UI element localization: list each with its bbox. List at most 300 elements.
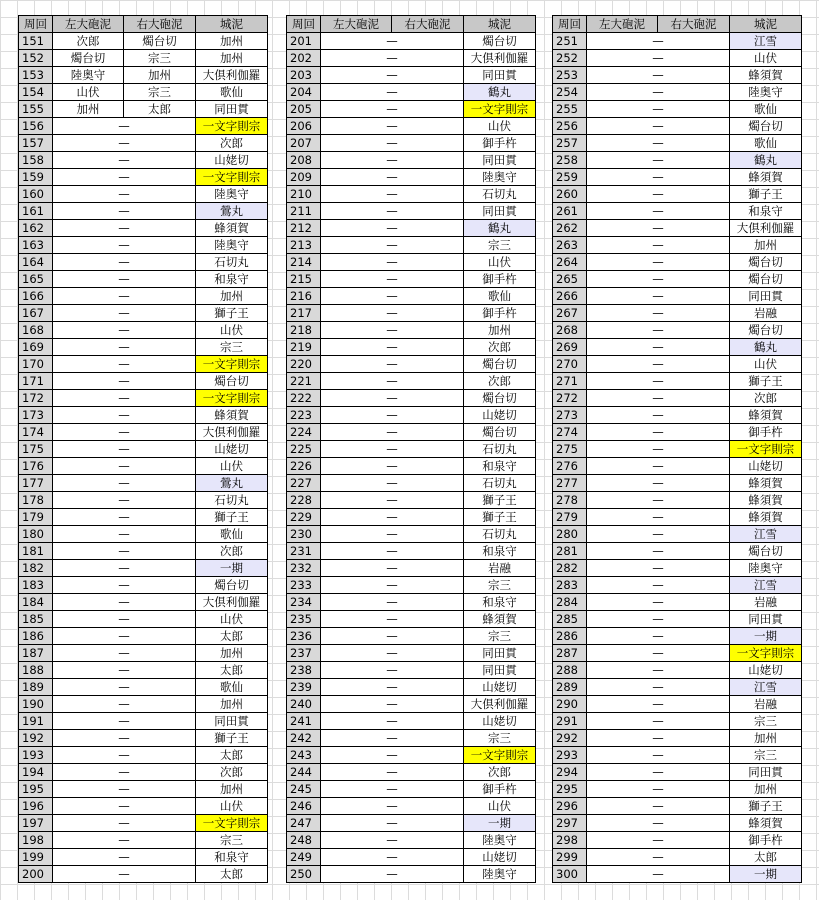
castle-drop-cell[interactable]: 燭台切 <box>464 33 536 50</box>
castle-drop-cell[interactable]: 大倶利伽羅 <box>464 696 536 713</box>
header-round[interactable]: 周回 <box>19 16 53 33</box>
cannon-empty-cell[interactable]: — <box>53 611 196 628</box>
castle-drop-cell[interactable]: 一文字則宗 <box>730 645 802 662</box>
castle-drop-cell[interactable]: 一文字則宗 <box>464 747 536 764</box>
castle-drop-cell[interactable]: 御手杵 <box>730 424 802 441</box>
castle-drop-cell[interactable]: 江雪 <box>730 33 802 50</box>
castle-drop-cell[interactable]: 宗三 <box>730 747 802 764</box>
cannon-empty-cell[interactable]: — <box>53 254 196 271</box>
cannon-empty-cell[interactable]: — <box>587 288 730 305</box>
cannon-empty-cell[interactable]: — <box>53 441 196 458</box>
castle-drop-cell[interactable]: 蜂須賀 <box>196 407 268 424</box>
round-number-cell[interactable]: 214 <box>287 254 321 271</box>
castle-drop-cell[interactable]: 宗三 <box>464 730 536 747</box>
header-round[interactable]: 周回 <box>287 16 321 33</box>
cannon-empty-cell[interactable]: — <box>53 203 196 220</box>
cannon-empty-cell[interactable]: — <box>587 611 730 628</box>
round-number-cell[interactable]: 291 <box>553 713 587 730</box>
castle-drop-cell[interactable]: 蜂須賀 <box>730 509 802 526</box>
castle-drop-cell[interactable]: 歌仙 <box>196 679 268 696</box>
cannon-empty-cell[interactable]: — <box>53 594 196 611</box>
cannon-empty-cell[interactable]: — <box>321 560 464 577</box>
castle-drop-cell[interactable]: 燭台切 <box>464 356 536 373</box>
cannon-empty-cell[interactable]: — <box>321 186 464 203</box>
round-number-cell[interactable]: 223 <box>287 407 321 424</box>
round-number-cell[interactable]: 201 <box>287 33 321 50</box>
cannon-empty-cell[interactable]: — <box>321 339 464 356</box>
round-number-cell[interactable]: 206 <box>287 118 321 135</box>
cannon-empty-cell[interactable]: — <box>53 271 196 288</box>
round-number-cell[interactable]: 264 <box>553 254 587 271</box>
castle-drop-cell[interactable]: 燭台切 <box>464 390 536 407</box>
castle-drop-cell[interactable]: 鶴丸 <box>730 152 802 169</box>
round-number-cell[interactable]: 259 <box>553 169 587 186</box>
round-number-cell[interactable]: 202 <box>287 50 321 67</box>
castle-drop-cell[interactable]: 同田貫 <box>730 611 802 628</box>
castle-drop-cell[interactable]: 和泉守 <box>730 203 802 220</box>
round-number-cell[interactable]: 253 <box>553 67 587 84</box>
cannon-empty-cell[interactable]: — <box>321 322 464 339</box>
left-cannon-cell[interactable]: 陸奥守 <box>53 67 124 84</box>
castle-drop-cell[interactable]: 燭台切 <box>730 322 802 339</box>
castle-drop-cell[interactable]: 燭台切 <box>196 373 268 390</box>
cannon-empty-cell[interactable]: — <box>53 577 196 594</box>
round-number-cell[interactable]: 290 <box>553 696 587 713</box>
round-number-cell[interactable]: 212 <box>287 220 321 237</box>
cannon-empty-cell[interactable]: — <box>53 713 196 730</box>
cannon-empty-cell[interactable]: — <box>53 798 196 815</box>
castle-drop-cell[interactable]: 和泉守 <box>196 271 268 288</box>
round-number-cell[interactable]: 182 <box>19 560 53 577</box>
castle-drop-cell[interactable]: 大倶利伽羅 <box>730 220 802 237</box>
cannon-empty-cell[interactable]: — <box>587 271 730 288</box>
cannon-empty-cell[interactable]: — <box>321 543 464 560</box>
round-number-cell[interactable]: 269 <box>553 339 587 356</box>
cannon-empty-cell[interactable]: — <box>53 169 196 186</box>
cannon-empty-cell[interactable]: — <box>53 424 196 441</box>
castle-drop-cell[interactable]: 同田貫 <box>196 713 268 730</box>
cannon-empty-cell[interactable]: — <box>53 679 196 696</box>
round-number-cell[interactable]: 280 <box>553 526 587 543</box>
castle-drop-cell[interactable]: 宗三 <box>464 628 536 645</box>
castle-drop-cell[interactable]: 獅子王 <box>464 492 536 509</box>
cannon-empty-cell[interactable]: — <box>321 696 464 713</box>
cannon-empty-cell[interactable]: — <box>53 560 196 577</box>
cannon-empty-cell[interactable]: — <box>321 628 464 645</box>
round-number-cell[interactable]: 193 <box>19 747 53 764</box>
cannon-empty-cell[interactable]: — <box>587 33 730 50</box>
right-cannon-cell[interactable]: 加州 <box>124 67 196 84</box>
round-number-cell[interactable]: 245 <box>287 781 321 798</box>
castle-drop-cell[interactable]: 一文字則宗 <box>464 101 536 118</box>
round-number-cell[interactable]: 160 <box>19 186 53 203</box>
round-number-cell[interactable]: 204 <box>287 84 321 101</box>
cannon-empty-cell[interactable]: — <box>53 730 196 747</box>
cannon-empty-cell[interactable]: — <box>587 169 730 186</box>
cannon-empty-cell[interactable]: — <box>321 458 464 475</box>
castle-drop-cell[interactable]: 御手杵 <box>464 271 536 288</box>
castle-drop-cell[interactable]: 加州 <box>730 781 802 798</box>
round-number-cell[interactable]: 154 <box>19 84 53 101</box>
castle-drop-cell[interactable]: 陸奥守 <box>464 169 536 186</box>
round-number-cell[interactable]: 265 <box>553 271 587 288</box>
cannon-empty-cell[interactable]: — <box>587 509 730 526</box>
round-number-cell[interactable]: 286 <box>553 628 587 645</box>
castle-drop-cell[interactable]: 燭台切 <box>730 543 802 560</box>
round-number-cell[interactable]: 155 <box>19 101 53 118</box>
cannon-empty-cell[interactable]: — <box>53 764 196 781</box>
cannon-empty-cell[interactable]: — <box>587 339 730 356</box>
castle-drop-cell[interactable]: 獅子王 <box>730 373 802 390</box>
cannon-empty-cell[interactable]: — <box>53 322 196 339</box>
castle-drop-cell[interactable]: 宗三 <box>464 577 536 594</box>
cannon-empty-cell[interactable]: — <box>53 373 196 390</box>
castle-drop-cell[interactable]: 和泉守 <box>196 849 268 866</box>
castle-drop-cell[interactable]: 太郎 <box>196 866 268 883</box>
round-number-cell[interactable]: 254 <box>553 84 587 101</box>
cannon-empty-cell[interactable]: — <box>321 271 464 288</box>
round-number-cell[interactable]: 222 <box>287 390 321 407</box>
cannon-empty-cell[interactable]: — <box>321 305 464 322</box>
round-number-cell[interactable]: 220 <box>287 356 321 373</box>
cannon-empty-cell[interactable]: — <box>587 798 730 815</box>
cannon-empty-cell[interactable]: — <box>321 713 464 730</box>
header-left-cannon[interactable]: 左大砲泥 <box>53 16 124 33</box>
cannon-empty-cell[interactable]: — <box>321 84 464 101</box>
round-number-cell[interactable]: 175 <box>19 441 53 458</box>
castle-drop-cell[interactable]: 蜂須賀 <box>464 611 536 628</box>
round-number-cell[interactable]: 199 <box>19 849 53 866</box>
castle-drop-cell[interactable]: 山伏 <box>196 611 268 628</box>
cannon-empty-cell[interactable]: — <box>53 237 196 254</box>
cannon-empty-cell[interactable]: — <box>53 220 196 237</box>
castle-drop-cell[interactable]: 一文字則宗 <box>196 356 268 373</box>
cannon-empty-cell[interactable]: — <box>587 67 730 84</box>
round-number-cell[interactable]: 178 <box>19 492 53 509</box>
cannon-empty-cell[interactable]: — <box>321 798 464 815</box>
cannon-empty-cell[interactable]: — <box>587 186 730 203</box>
castle-drop-cell[interactable]: 蜂須賀 <box>196 220 268 237</box>
castle-drop-cell[interactable]: 太郎 <box>196 628 268 645</box>
round-number-cell[interactable]: 217 <box>287 305 321 322</box>
castle-drop-cell[interactable]: 蜂須賀 <box>730 67 802 84</box>
round-number-cell[interactable]: 198 <box>19 832 53 849</box>
cannon-empty-cell[interactable]: — <box>53 526 196 543</box>
cannon-empty-cell[interactable]: — <box>587 594 730 611</box>
cannon-empty-cell[interactable]: — <box>321 101 464 118</box>
round-number-cell[interactable]: 213 <box>287 237 321 254</box>
castle-drop-cell[interactable]: 石切丸 <box>464 441 536 458</box>
cannon-empty-cell[interactable]: — <box>587 815 730 832</box>
cannon-empty-cell[interactable]: — <box>53 696 196 713</box>
round-number-cell[interactable]: 169 <box>19 339 53 356</box>
castle-drop-cell[interactable]: 燭台切 <box>196 577 268 594</box>
cannon-empty-cell[interactable]: — <box>587 475 730 492</box>
round-number-cell[interactable]: 151 <box>19 33 53 50</box>
header-castle[interactable]: 城泥 <box>464 16 536 33</box>
castle-drop-cell[interactable]: 鶯丸 <box>196 203 268 220</box>
castle-drop-cell[interactable]: 大倶利伽羅 <box>196 67 268 84</box>
round-number-cell[interactable]: 185 <box>19 611 53 628</box>
round-number-cell[interactable]: 171 <box>19 373 53 390</box>
cannon-empty-cell[interactable]: — <box>587 628 730 645</box>
round-number-cell[interactable]: 278 <box>553 492 587 509</box>
castle-drop-cell[interactable]: 岩融 <box>464 560 536 577</box>
cannon-empty-cell[interactable]: — <box>321 866 464 883</box>
castle-drop-cell[interactable]: 陸奥守 <box>196 186 268 203</box>
round-number-cell[interactable]: 191 <box>19 713 53 730</box>
castle-drop-cell[interactable]: 獅子王 <box>196 730 268 747</box>
round-number-cell[interactable]: 235 <box>287 611 321 628</box>
castle-drop-cell[interactable]: 歌仙 <box>196 526 268 543</box>
castle-drop-cell[interactable]: 江雪 <box>730 577 802 594</box>
round-number-cell[interactable]: 266 <box>553 288 587 305</box>
castle-drop-cell[interactable]: 山伏 <box>196 458 268 475</box>
round-number-cell[interactable]: 284 <box>553 594 587 611</box>
castle-drop-cell[interactable]: 陸奥守 <box>730 84 802 101</box>
castle-drop-cell[interactable]: 同田貫 <box>464 152 536 169</box>
cannon-empty-cell[interactable]: — <box>321 254 464 271</box>
cannon-empty-cell[interactable]: — <box>321 645 464 662</box>
header-right-cannon[interactable]: 右大砲泥 <box>124 16 196 33</box>
round-number-cell[interactable]: 183 <box>19 577 53 594</box>
castle-drop-cell[interactable]: 山姥切 <box>464 713 536 730</box>
round-number-cell[interactable]: 227 <box>287 475 321 492</box>
castle-drop-cell[interactable]: 加州 <box>196 33 268 50</box>
cannon-empty-cell[interactable]: — <box>53 509 196 526</box>
round-number-cell[interactable]: 181 <box>19 543 53 560</box>
castle-drop-cell[interactable]: 御手杵 <box>464 135 536 152</box>
castle-drop-cell[interactable]: 歌仙 <box>730 135 802 152</box>
cannon-empty-cell[interactable]: — <box>53 339 196 356</box>
left-cannon-cell[interactable]: 山伏 <box>53 84 124 101</box>
round-number-cell[interactable]: 161 <box>19 203 53 220</box>
castle-drop-cell[interactable]: 獅子王 <box>196 305 268 322</box>
castle-drop-cell[interactable]: 岩融 <box>730 305 802 322</box>
castle-drop-cell[interactable]: 陸奥守 <box>464 832 536 849</box>
cannon-empty-cell[interactable]: — <box>587 356 730 373</box>
castle-drop-cell[interactable]: 一文字則宗 <box>196 169 268 186</box>
cannon-empty-cell[interactable]: — <box>321 747 464 764</box>
cannon-empty-cell[interactable]: — <box>587 50 730 67</box>
round-number-cell[interactable]: 179 <box>19 509 53 526</box>
cannon-empty-cell[interactable]: — <box>321 832 464 849</box>
castle-drop-cell[interactable]: 鶴丸 <box>464 84 536 101</box>
header-right-cannon[interactable]: 右大砲泥 <box>658 16 730 33</box>
round-number-cell[interactable]: 246 <box>287 798 321 815</box>
round-number-cell[interactable]: 173 <box>19 407 53 424</box>
castle-drop-cell[interactable]: 山姥切 <box>464 849 536 866</box>
cannon-empty-cell[interactable]: — <box>587 849 730 866</box>
header-castle[interactable]: 城泥 <box>730 16 802 33</box>
cannon-empty-cell[interactable]: — <box>321 288 464 305</box>
round-number-cell[interactable]: 239 <box>287 679 321 696</box>
round-number-cell[interactable]: 236 <box>287 628 321 645</box>
round-number-cell[interactable]: 251 <box>553 33 587 50</box>
castle-drop-cell[interactable]: 同田貫 <box>730 288 802 305</box>
round-number-cell[interactable]: 295 <box>553 781 587 798</box>
castle-drop-cell[interactable]: 山姥切 <box>196 441 268 458</box>
round-number-cell[interactable]: 292 <box>553 730 587 747</box>
castle-drop-cell[interactable]: 同田貫 <box>196 101 268 118</box>
round-number-cell[interactable]: 207 <box>287 135 321 152</box>
round-number-cell[interactable]: 272 <box>553 390 587 407</box>
cannon-empty-cell[interactable]: — <box>53 747 196 764</box>
round-number-cell[interactable]: 233 <box>287 577 321 594</box>
cannon-empty-cell[interactable]: — <box>53 628 196 645</box>
cannon-empty-cell[interactable]: — <box>587 101 730 118</box>
round-number-cell[interactable]: 242 <box>287 730 321 747</box>
round-number-cell[interactable]: 177 <box>19 475 53 492</box>
cannon-empty-cell[interactable]: — <box>53 815 196 832</box>
cannon-empty-cell[interactable]: — <box>587 577 730 594</box>
round-number-cell[interactable]: 184 <box>19 594 53 611</box>
round-number-cell[interactable]: 224 <box>287 424 321 441</box>
castle-drop-cell[interactable]: 江雪 <box>730 526 802 543</box>
round-number-cell[interactable]: 231 <box>287 543 321 560</box>
cannon-empty-cell[interactable]: — <box>587 407 730 424</box>
cannon-empty-cell[interactable]: — <box>587 679 730 696</box>
round-number-cell[interactable]: 241 <box>287 713 321 730</box>
header-right-cannon[interactable]: 右大砲泥 <box>392 16 464 33</box>
round-number-cell[interactable]: 273 <box>553 407 587 424</box>
castle-drop-cell[interactable]: 江雪 <box>730 679 802 696</box>
castle-drop-cell[interactable]: 山姥切 <box>464 407 536 424</box>
castle-drop-cell[interactable]: 太郎 <box>196 747 268 764</box>
cannon-empty-cell[interactable]: — <box>321 220 464 237</box>
round-number-cell[interactable]: 194 <box>19 764 53 781</box>
round-number-cell[interactable]: 252 <box>553 50 587 67</box>
round-number-cell[interactable]: 296 <box>553 798 587 815</box>
cannon-empty-cell[interactable]: — <box>321 356 464 373</box>
castle-drop-cell[interactable]: 蜂須賀 <box>730 815 802 832</box>
castle-drop-cell[interactable]: 加州 <box>464 322 536 339</box>
round-number-cell[interactable]: 228 <box>287 492 321 509</box>
cannon-empty-cell[interactable]: — <box>321 67 464 84</box>
cannon-empty-cell[interactable]: — <box>587 424 730 441</box>
castle-drop-cell[interactable]: 次郎 <box>196 543 268 560</box>
castle-drop-cell[interactable]: 陸奥守 <box>464 866 536 883</box>
round-number-cell[interactable]: 226 <box>287 458 321 475</box>
cannon-empty-cell[interactable]: — <box>587 220 730 237</box>
round-number-cell[interactable]: 203 <box>287 67 321 84</box>
castle-drop-cell[interactable]: 蜂須賀 <box>730 407 802 424</box>
round-number-cell[interactable]: 190 <box>19 696 53 713</box>
round-number-cell[interactable]: 211 <box>287 203 321 220</box>
round-number-cell[interactable]: 162 <box>19 220 53 237</box>
castle-drop-cell[interactable]: 歌仙 <box>730 101 802 118</box>
round-number-cell[interactable]: 172 <box>19 390 53 407</box>
castle-drop-cell[interactable]: 次郎 <box>196 135 268 152</box>
castle-drop-cell[interactable]: 加州 <box>196 288 268 305</box>
round-number-cell[interactable]: 237 <box>287 645 321 662</box>
round-number-cell[interactable]: 158 <box>19 152 53 169</box>
left-cannon-cell[interactable]: 加州 <box>53 101 124 118</box>
castle-drop-cell[interactable]: 和泉守 <box>464 543 536 560</box>
cannon-empty-cell[interactable]: — <box>53 866 196 883</box>
castle-drop-cell[interactable]: 御手杵 <box>730 832 802 849</box>
round-number-cell[interactable]: 232 <box>287 560 321 577</box>
cannon-empty-cell[interactable]: — <box>587 645 730 662</box>
round-number-cell[interactable]: 274 <box>553 424 587 441</box>
round-number-cell[interactable]: 282 <box>553 560 587 577</box>
castle-drop-cell[interactable]: 山伏 <box>464 254 536 271</box>
castle-drop-cell[interactable]: 宗三 <box>464 237 536 254</box>
cannon-empty-cell[interactable]: — <box>587 441 730 458</box>
round-number-cell[interactable]: 250 <box>287 866 321 883</box>
round-number-cell[interactable]: 300 <box>553 866 587 883</box>
header-left-cannon[interactable]: 左大砲泥 <box>321 16 392 33</box>
castle-drop-cell[interactable]: 一期 <box>196 560 268 577</box>
round-number-cell[interactable]: 219 <box>287 339 321 356</box>
round-number-cell[interactable]: 196 <box>19 798 53 815</box>
cannon-empty-cell[interactable]: — <box>321 662 464 679</box>
cannon-empty-cell[interactable]: — <box>321 135 464 152</box>
round-number-cell[interactable]: 247 <box>287 815 321 832</box>
castle-drop-cell[interactable]: 加州 <box>196 781 268 798</box>
round-number-cell[interactable]: 180 <box>19 526 53 543</box>
cannon-empty-cell[interactable]: — <box>587 560 730 577</box>
castle-drop-cell[interactable]: 山姥切 <box>730 458 802 475</box>
cannon-empty-cell[interactable]: — <box>587 118 730 135</box>
round-number-cell[interactable]: 225 <box>287 441 321 458</box>
round-number-cell[interactable]: 243 <box>287 747 321 764</box>
castle-drop-cell[interactable]: 和泉守 <box>464 594 536 611</box>
castle-drop-cell[interactable]: 燭台切 <box>464 424 536 441</box>
round-number-cell[interactable]: 159 <box>19 169 53 186</box>
cannon-empty-cell[interactable]: — <box>53 645 196 662</box>
round-number-cell[interactable]: 210 <box>287 186 321 203</box>
round-number-cell[interactable]: 215 <box>287 271 321 288</box>
castle-drop-cell[interactable]: 燭台切 <box>730 271 802 288</box>
castle-drop-cell[interactable]: 岩融 <box>730 594 802 611</box>
castle-drop-cell[interactable]: 蜂須賀 <box>730 169 802 186</box>
cannon-empty-cell[interactable]: — <box>321 594 464 611</box>
cannon-empty-cell[interactable]: — <box>587 543 730 560</box>
castle-drop-cell[interactable]: 次郎 <box>464 339 536 356</box>
castle-drop-cell[interactable]: 陸奥守 <box>196 237 268 254</box>
right-cannon-cell[interactable]: 太郎 <box>124 101 196 118</box>
right-cannon-cell[interactable]: 宗三 <box>124 50 196 67</box>
cannon-empty-cell[interactable]: — <box>321 441 464 458</box>
cannon-empty-cell[interactable]: — <box>587 305 730 322</box>
cannon-empty-cell[interactable]: — <box>53 118 196 135</box>
round-number-cell[interactable]: 174 <box>19 424 53 441</box>
castle-drop-cell[interactable]: 山伏 <box>196 798 268 815</box>
round-number-cell[interactable]: 279 <box>553 509 587 526</box>
round-number-cell[interactable]: 256 <box>553 118 587 135</box>
round-number-cell[interactable]: 188 <box>19 662 53 679</box>
castle-drop-cell[interactable]: 一文字則宗 <box>196 390 268 407</box>
round-number-cell[interactable]: 168 <box>19 322 53 339</box>
cannon-empty-cell[interactable]: — <box>321 611 464 628</box>
castle-drop-cell[interactable]: 獅子王 <box>464 509 536 526</box>
cannon-empty-cell[interactable]: — <box>587 84 730 101</box>
castle-drop-cell[interactable]: 加州 <box>196 645 268 662</box>
left-cannon-cell[interactable]: 燭台切 <box>53 50 124 67</box>
round-number-cell[interactable]: 260 <box>553 186 587 203</box>
castle-drop-cell[interactable]: 大倶利伽羅 <box>196 594 268 611</box>
castle-drop-cell[interactable]: 加州 <box>730 730 802 747</box>
castle-drop-cell[interactable]: 石切丸 <box>464 526 536 543</box>
castle-drop-cell[interactable]: 獅子王 <box>730 186 802 203</box>
castle-drop-cell[interactable]: 太郎 <box>730 849 802 866</box>
castle-drop-cell[interactable]: 加州 <box>196 696 268 713</box>
cannon-empty-cell[interactable]: — <box>321 118 464 135</box>
right-cannon-cell[interactable]: 宗三 <box>124 84 196 101</box>
cannon-empty-cell[interactable]: — <box>53 152 196 169</box>
castle-drop-cell[interactable]: 一文字則宗 <box>196 815 268 832</box>
